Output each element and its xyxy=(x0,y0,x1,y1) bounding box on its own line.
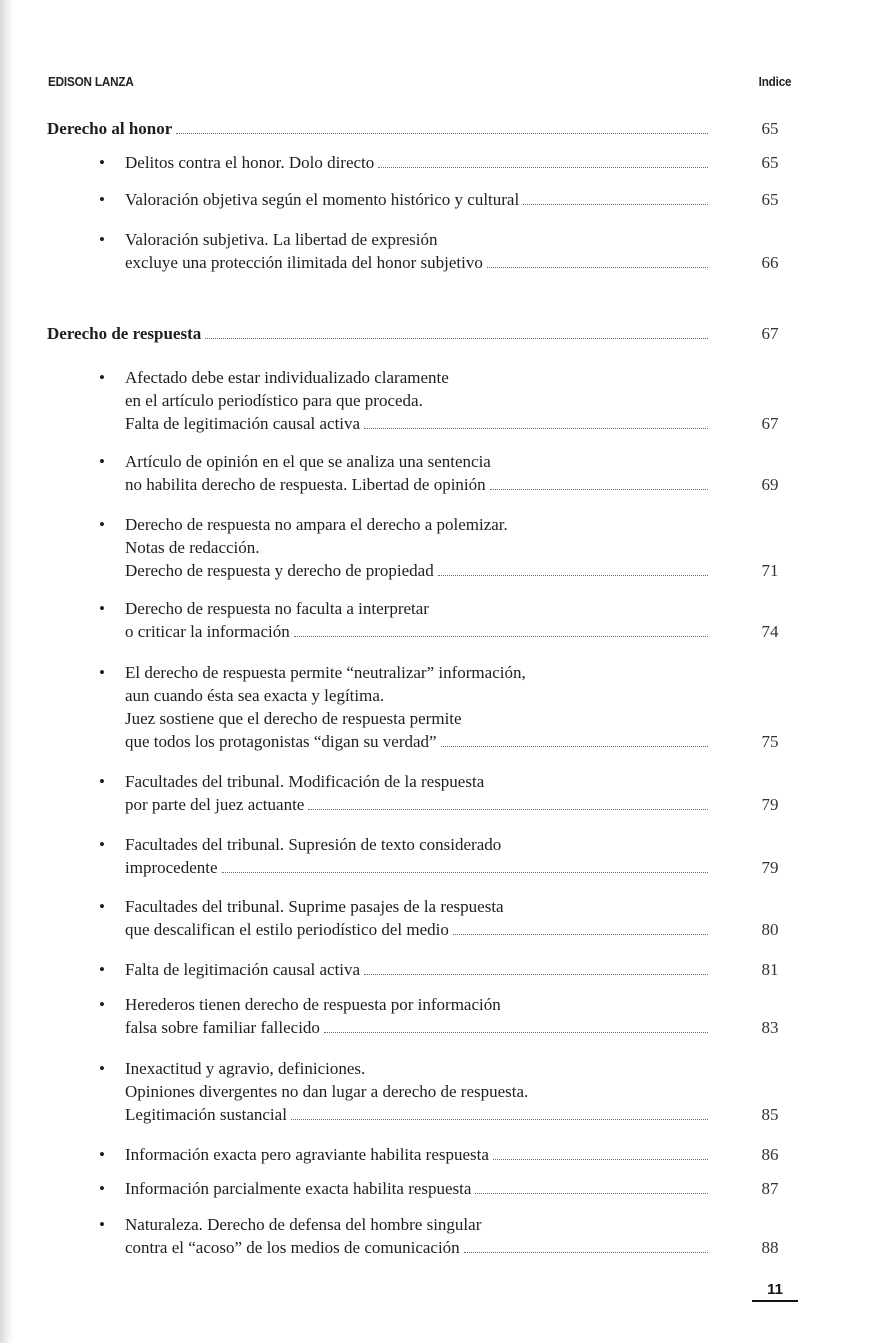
bullet-icon: • xyxy=(99,515,105,534)
bullet-icon: • xyxy=(99,1145,105,1164)
toc-entry-text: o criticar la información xyxy=(125,622,290,641)
toc-entry-leader xyxy=(125,152,708,174)
toc-entry-leader xyxy=(125,794,708,816)
toc-entry-page-number: 66 xyxy=(761,253,779,272)
section-title-text: Derecho al honor xyxy=(47,119,173,138)
bullet-icon: • xyxy=(99,960,105,979)
dot-leader xyxy=(453,933,708,935)
toc-entry-text: no habilita derecho de respuesta. Libertad de opinión xyxy=(125,475,486,494)
toc-entry-leader xyxy=(125,1017,708,1039)
toc-entry-page-number: 65 xyxy=(761,190,779,209)
toc-entry-leader xyxy=(125,1237,708,1259)
toc-entry-line: Facultades del tribunal. Modificación de la respuesta xyxy=(125,772,485,791)
toc-entry-line: Herederos tienen derecho de respuesta por información xyxy=(125,995,501,1014)
toc-entry-page-number: 65 xyxy=(761,153,779,172)
toc-entry-leader xyxy=(125,1104,708,1126)
toc-entry-line: El derecho de respuesta permite “neutralizar” información, xyxy=(125,663,526,682)
toc-entry-page-number: 83 xyxy=(761,1018,779,1037)
dot-leader xyxy=(364,973,708,975)
dot-leader xyxy=(493,1158,708,1160)
toc-entry-line: Juez sostiene que el derecho de respuesta permite xyxy=(125,709,462,728)
bullet-icon: • xyxy=(99,663,105,682)
toc-entry-line: Opiniones divergentes no dan lugar a derecho de respuesta. xyxy=(125,1082,529,1101)
bullet-icon: • xyxy=(99,190,105,209)
toc-entry-page-number: 85 xyxy=(761,1105,779,1124)
toc-entry-leader xyxy=(125,189,708,211)
dot-leader xyxy=(176,132,708,134)
dot-leader xyxy=(523,203,708,205)
toc-entry-text: Legitimación sustancial xyxy=(125,1105,287,1124)
toc-entry-line: Facultades del tribunal. Suprime pasajes de la respuesta xyxy=(125,897,504,916)
toc-entry-leader xyxy=(125,857,708,879)
section-title-text: Derecho de respuesta xyxy=(47,324,202,343)
toc-entry-page-number: 80 xyxy=(761,920,779,939)
bullet-icon: • xyxy=(99,1215,105,1234)
toc-entry-text: contra el “acoso” de los medios de comunicación xyxy=(125,1238,460,1257)
bullet-icon: • xyxy=(99,599,105,618)
toc-entry-text: Derecho de respuesta y derecho de propiedad xyxy=(125,561,434,580)
section-title-leader xyxy=(47,118,708,140)
toc-entry-text: Delitos contra el honor. Dolo directo xyxy=(125,153,375,172)
toc-entry-text: por parte del juez actuante xyxy=(125,795,305,814)
dot-leader xyxy=(464,1251,708,1253)
toc-entry-leader xyxy=(125,621,708,643)
dot-leader xyxy=(291,1118,708,1120)
bullet-icon: • xyxy=(99,368,105,387)
bullet-icon: • xyxy=(99,897,105,916)
scan-edge-shadow xyxy=(0,0,14,1343)
bullet-icon: • xyxy=(99,1059,105,1078)
dot-leader xyxy=(475,1192,708,1194)
toc-entry-leader xyxy=(125,959,708,981)
toc-entry-page-number: 86 xyxy=(761,1145,779,1164)
toc-entry-page-number: 71 xyxy=(761,561,779,580)
toc-entry-leader xyxy=(125,474,708,496)
bullet-icon: • xyxy=(99,230,105,249)
dot-leader xyxy=(364,427,708,429)
toc-entry-leader xyxy=(125,919,708,941)
section-page-number: 65 xyxy=(761,119,779,138)
dot-leader xyxy=(324,1031,708,1033)
page-number: 11 xyxy=(767,1281,783,1298)
dot-leader xyxy=(487,266,708,268)
dot-leader xyxy=(378,166,708,168)
toc-entry-line: Facultades del tribunal. Supresión de texto considerado xyxy=(125,835,502,854)
toc-entry-text: falsa sobre familiar fallecido xyxy=(125,1018,320,1037)
section-page-number: 67 xyxy=(761,324,779,343)
toc-entry-line: Afectado debe estar individualizado claramente xyxy=(125,368,449,387)
toc-entry-page-number: 87 xyxy=(761,1179,779,1198)
bullet-icon: • xyxy=(99,452,105,471)
toc-entry-text: Información parcialmente exacta habilita respuesta xyxy=(125,1179,472,1198)
toc-entry-leader xyxy=(125,1144,708,1166)
section-title-leader xyxy=(47,323,708,345)
toc-entry-page-number: 75 xyxy=(761,732,779,751)
running-head-section: Indice xyxy=(758,74,791,89)
bullet-icon: • xyxy=(99,995,105,1014)
toc-entry-line: Inexactitud y agravio, definiciones. xyxy=(125,1059,366,1078)
dot-leader xyxy=(308,808,708,810)
toc-entry-text: que todos los protagonistas “digan su verdad” xyxy=(125,732,437,751)
toc-entry-page-number: 79 xyxy=(761,858,779,877)
bullet-icon: • xyxy=(99,835,105,854)
toc-entry-line: Notas de redacción. xyxy=(125,538,260,557)
toc-entry-text: excluye una protección ilimitada del honor subjetivo xyxy=(125,253,483,272)
toc-entry-line: aun cuando ésta sea exacta y legítima. xyxy=(125,686,385,705)
toc-entry-line: Derecho de respuesta no faculta a interpretar xyxy=(125,599,429,618)
toc-entry-leader xyxy=(125,560,708,582)
dot-leader xyxy=(222,871,708,873)
toc-entry-line: Naturaleza. Derecho de defensa del hombre singular xyxy=(125,1215,482,1234)
toc-entry-text: Valoración objetiva según el momento histórico y cultural xyxy=(125,190,520,209)
toc-entry-text: Falta de legitimación causal activa xyxy=(125,414,361,433)
dot-leader xyxy=(490,488,708,490)
toc-entry-page-number: 74 xyxy=(761,622,779,641)
toc-entry-page-number: 69 xyxy=(761,475,779,494)
toc-entry-leader xyxy=(125,731,708,753)
page-number-underline xyxy=(752,1300,798,1302)
toc-entry-text: que descalifican el estilo periodístico del medio xyxy=(125,920,449,939)
bullet-icon: • xyxy=(99,1179,105,1198)
toc-entry-line: Artículo de opinión en el que se analiza una sentencia xyxy=(125,452,491,471)
toc-entry-page-number: 79 xyxy=(761,795,779,814)
toc-entry-page-number: 81 xyxy=(761,960,779,979)
dot-leader xyxy=(294,635,708,637)
bullet-icon: • xyxy=(99,772,105,791)
toc-entry-line: Derecho de respuesta no ampara el derecho a polemizar. xyxy=(125,515,508,534)
running-head-author: EDISON LANZA xyxy=(48,74,134,89)
toc-entry-leader xyxy=(125,252,708,274)
toc-entry-text: Falta de legitimación causal activa xyxy=(125,960,361,979)
toc-entry-line: Valoración subjetiva. La libertad de expresión xyxy=(125,230,438,249)
toc-entry-page-number: 88 xyxy=(761,1238,779,1257)
toc-entry-leader xyxy=(125,1178,708,1200)
dot-leader xyxy=(438,574,708,576)
toc-entry-leader xyxy=(125,413,708,435)
bullet-icon: • xyxy=(99,153,105,172)
toc-entry-text: improcedente xyxy=(125,858,218,877)
toc-entry-text: Información exacta pero agraviante habilita respuesta xyxy=(125,1145,489,1164)
dot-leader xyxy=(441,745,708,747)
toc-entry-page-number: 67 xyxy=(761,414,779,433)
toc-entry-line: en el artículo periodístico para que proceda. xyxy=(125,391,423,410)
dot-leader xyxy=(205,337,708,339)
